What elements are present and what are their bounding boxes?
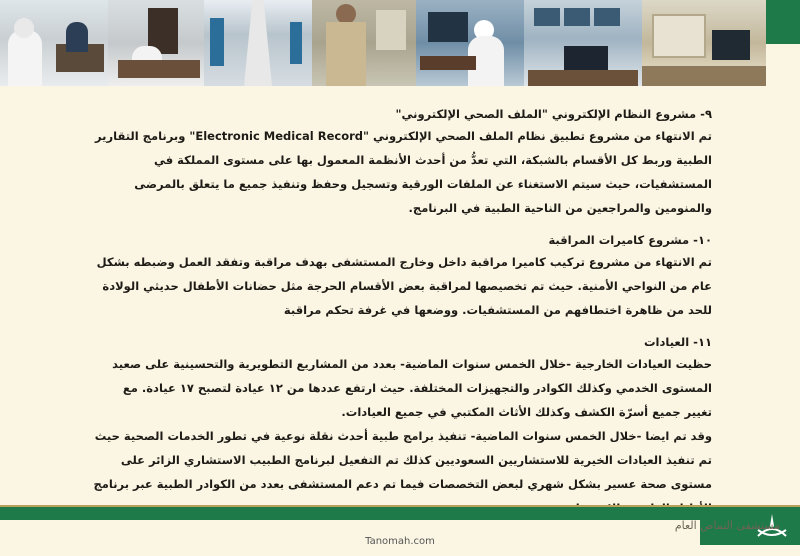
guard-photo	[312, 0, 416, 86]
brand-band	[766, 0, 800, 44]
clinic-photo	[642, 0, 766, 86]
section-paragraph-clinics-1: حظيت العيادات الخارجية -خلال الخمس سنوات الماضية- بعدد من المشاريع التطويرية والتحسينية على صعيد المستوى الخدمي وكذلك الكوادر والتجهيزات المختلفة. حيث ارتفع عددها من ١٢ عيادة لتصبح ١٧ عيادة. مع تغيير جميع أسرّة الكشف وكذلك الأثاث المكتبي في جميع العيادات.	[112, 357, 712, 419]
ward-staff-photo	[0, 0, 108, 86]
site-watermark: Tanomah.com	[365, 536, 435, 547]
office-photo	[108, 0, 204, 86]
report-body	[92, 104, 712, 520]
corridor-photo	[204, 0, 312, 86]
section-paragraph-cameras: تم الانتهاء من مشروع تركيب كاميرا مراقبة داخل وخارج المستشفى بهدف مراقبة وتفقد العمل وضبطه بشكل عام من النواحي الأمنية. حيث تم تخصيصها لمراقبة بعض الأقسام الحرجة مثل حضانات الأطفال حديثي الولادة للحد من ظاهرة اختطافهم من المستشفيات. ووضعها في غرفة تحكم مراقبة	[96, 255, 712, 317]
section-heading-cameras: ١٠- مشروع كاميرات المراقبة	[548, 233, 712, 247]
camera-room-photo	[524, 0, 642, 86]
photo-strip	[0, 0, 766, 86]
section-paragraph-ehr: تم الانتهاء من مشروع تطبيق نظام الملف الصحي الإلكتروني "Electronic Medical Record" وبرنامج التقارير الطبية وربط كل الأقسام بالشبكة، التي تعدُّ من أحدث الأنظمة المعمول بها على مستوى المملكة في المستشفيات، حيث سيتم الاستغناء عن الملفات الورقية وتسجيل وحفظ وتنفيذ جميع ما يتعلق بالمرضى والمنومين والمراجعين من الناحية الطبية في البرنامج.	[95, 129, 712, 215]
monitoring-room-photo	[416, 0, 524, 86]
section-heading-clinics: ١١- العيادات	[644, 335, 712, 349]
section-heading-ehr: ٩- مشروع النظام الإلكتروني "الملف الصحي الإلكتروني"	[395, 107, 712, 121]
section-paragraph-clinics-2: وقد تم ايضا -خلال الخمس سنوات الماضية- تنفيذ برامج طبية أحدث نقلة نوعية في تطور الخدمات الصحية حيث تم تنفيذ العيادات الخيرية للاستشاريين السعوديين كذلك تم التفعيل لبرنامج الطبيب الاستشاري الزائر على مستوى صحة عسير بشكل شهري لبعض التخصصات فيما تم دعم المستشفى بعدد من الكوادر الطبية عبر برنامج	[93, 429, 712, 491]
hospital-name: مستشفى النماص العام	[674, 519, 780, 532]
